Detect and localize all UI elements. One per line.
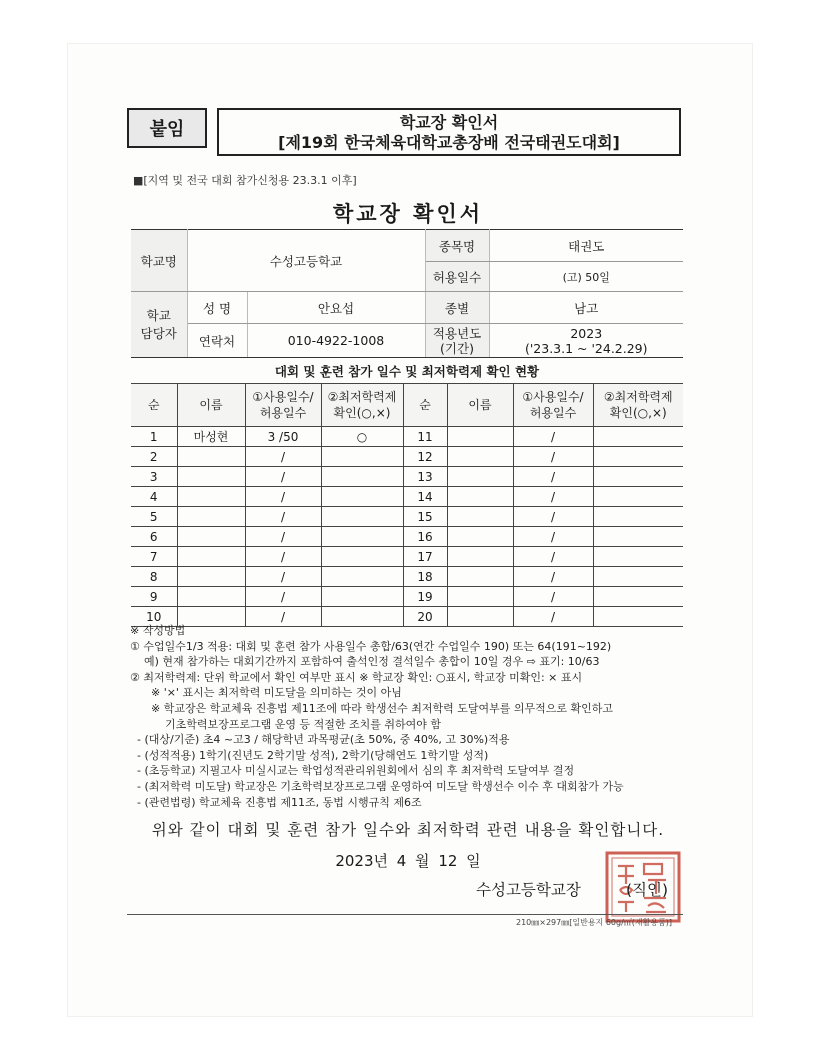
year-value: 2023 bbox=[570, 325, 603, 341]
row-usage: / bbox=[513, 427, 593, 447]
row-name bbox=[177, 587, 245, 607]
instruction-line: - (대상/기준) 초4 ~고3 / 해당학년 과목평균(초 50%, 중 40%, 고 30%)적용 bbox=[130, 733, 510, 747]
row-usage: / bbox=[513, 467, 593, 487]
col-header-name-right: 이름 bbox=[447, 384, 513, 427]
category-label: 종별 bbox=[425, 292, 489, 324]
col-header-min bbox=[321, 384, 403, 427]
table-row bbox=[131, 447, 683, 467]
row-usage: / bbox=[245, 567, 321, 587]
col-header-usage-right bbox=[513, 384, 593, 427]
row-min-check bbox=[321, 487, 403, 507]
row-no: 16 bbox=[403, 527, 447, 547]
row-no: 13 bbox=[403, 467, 447, 487]
col-header-usage-right-line1: ①사용일수/ bbox=[522, 390, 584, 404]
row-name bbox=[177, 527, 245, 547]
row-min-check bbox=[321, 567, 403, 587]
row-no: 17 bbox=[403, 547, 447, 567]
row-usage: / bbox=[245, 447, 321, 467]
allowed-days-label: 허용일수 bbox=[425, 262, 489, 292]
row-name bbox=[447, 507, 513, 527]
paper-spec-note: 210㎜×297㎜[일반용지 60g/㎡(재활용품)] bbox=[516, 918, 673, 927]
row-min-check bbox=[593, 567, 683, 587]
header-title-line1: 학교장 확인서 bbox=[399, 113, 499, 132]
bottom-divider bbox=[127, 914, 683, 915]
col-header-no: 순 bbox=[131, 384, 177, 427]
row-no: 5 bbox=[131, 507, 177, 527]
col-header-min-line1: ②최저학력제 bbox=[327, 390, 397, 404]
row-min-check bbox=[593, 527, 683, 547]
row-min-check bbox=[321, 527, 403, 547]
instruction-line: - (성적적용) 1학기(진년도 2학기말 성적), 2학기(당해연도 1학기말 성적) bbox=[130, 748, 489, 762]
col-header-min-right-line1: ②최저학력제 bbox=[603, 390, 673, 404]
instruction-line: 기초학력보장프로그램 운영 등 적절한 조치를 취하여야 함 bbox=[130, 717, 441, 731]
table-row bbox=[131, 547, 683, 567]
year-label-cell bbox=[425, 324, 489, 358]
table-row bbox=[131, 567, 683, 587]
row-no: 3 bbox=[131, 467, 177, 487]
row-no: 6 bbox=[131, 527, 177, 547]
year-period: ('23.3.1 ~ '24.2.29) bbox=[524, 340, 648, 356]
row-no: 11 bbox=[403, 427, 447, 447]
page-title: 학교장 확인서 bbox=[332, 202, 484, 226]
table-row bbox=[131, 587, 683, 607]
instruction-line: ※ 작성방법 bbox=[130, 624, 186, 637]
row-no: 18 bbox=[403, 567, 447, 587]
header-title-line2: [제19회 한국체육대학교총장배 전국태권도대회] bbox=[278, 133, 620, 152]
col-header-min-right-line2: 확인(○,×) bbox=[609, 406, 667, 420]
row-name bbox=[447, 447, 513, 467]
row-name bbox=[447, 567, 513, 587]
year-label-sub: (기간) bbox=[440, 340, 474, 356]
row-usage: / bbox=[245, 487, 321, 507]
row-usage: / bbox=[513, 607, 593, 627]
principal-name: 수성고등학교장 bbox=[476, 881, 581, 899]
row-name bbox=[177, 507, 245, 527]
row-name bbox=[447, 427, 513, 447]
row-no: 20 bbox=[403, 607, 447, 627]
category-value: 남고 bbox=[489, 292, 683, 324]
teacher-name-value: 안요섭 bbox=[247, 292, 425, 324]
row-usage: / bbox=[513, 447, 593, 467]
row-min-check bbox=[593, 467, 683, 487]
instruction-line: - (관련법령) 학교체육 진흥법 제11조, 동법 시행규칙 제6조 bbox=[130, 795, 422, 809]
row-usage: / bbox=[245, 587, 321, 607]
row-no: 14 bbox=[403, 487, 447, 507]
row-no: 8 bbox=[131, 567, 177, 587]
row-no: 2 bbox=[131, 447, 177, 467]
row-name bbox=[447, 467, 513, 487]
allowed-days-value: (고) 50일 bbox=[489, 262, 683, 292]
school-info-table bbox=[131, 229, 683, 358]
row-no: 15 bbox=[403, 507, 447, 527]
instruction-line: 예) 현재 참가하는 대회기간까지 포함하여 출석인정 결석일수 총합이 10일 경우 ⇨ 표기: 10/63 bbox=[130, 655, 600, 669]
row-name bbox=[177, 447, 245, 467]
row-usage: / bbox=[513, 587, 593, 607]
days-section-title: 대회 및 훈련 참가 일수 및 최저학력제 확인 현황 bbox=[131, 357, 683, 385]
school-name-value: 수성고등학교 bbox=[187, 230, 425, 292]
row-name bbox=[447, 547, 513, 567]
row-min-check bbox=[321, 467, 403, 487]
event-value: 태권도 bbox=[489, 230, 683, 262]
col-header-usage-line1: ①사용일수/ bbox=[252, 390, 314, 404]
table-row bbox=[131, 487, 683, 507]
year-label: 적용년도 bbox=[432, 325, 482, 341]
document-header bbox=[217, 108, 681, 156]
instruction-line: ① 수업일수1/3 적용: 대회 및 훈련 참가 사용일수 총합/63(연간 수업일수 190) 또는 64(191~192) bbox=[130, 639, 612, 653]
school-name-label: 학교명 bbox=[131, 230, 187, 292]
row-no: 9 bbox=[131, 587, 177, 607]
col-header-usage bbox=[245, 384, 321, 427]
writing-instructions bbox=[130, 623, 690, 810]
instruction-line: - (초등학교) 지필고사 미실시교는 학업성적관리위원회에서 심의 후 최저학력 도달여부 결정 bbox=[130, 764, 575, 778]
row-usage: / bbox=[513, 527, 593, 547]
stamp-label: (직인) bbox=[626, 881, 669, 899]
instruction-line: ※ '×' 표시는 최저학력 미도달을 의미하는 것이 아님 bbox=[130, 686, 402, 700]
row-usage: / bbox=[245, 547, 321, 567]
row-usage: / bbox=[513, 507, 593, 527]
row-min-check: ○ bbox=[321, 427, 403, 447]
event-label: 종목명 bbox=[425, 230, 489, 262]
col-header-no-right: 순 bbox=[403, 384, 447, 427]
issue-date: 2023년 4 월 12 일 bbox=[335, 852, 481, 870]
row-usage: / bbox=[245, 527, 321, 547]
row-usage: 3 /50 bbox=[245, 427, 321, 447]
col-header-min-right bbox=[593, 384, 683, 427]
row-min-check bbox=[321, 587, 403, 607]
row-min-check bbox=[593, 447, 683, 467]
row-usage: / bbox=[245, 607, 321, 627]
form-usage-note: ■[지역 및 전국 대회 참가신청용 23.3.1 이후] bbox=[133, 174, 357, 187]
row-min-check bbox=[593, 427, 683, 447]
row-usage: / bbox=[245, 467, 321, 487]
row-name bbox=[447, 487, 513, 507]
year-value-cell bbox=[489, 324, 683, 358]
row-name bbox=[177, 567, 245, 587]
col-header-min-line2: 확인(○,×) bbox=[333, 406, 391, 420]
row-name bbox=[177, 547, 245, 567]
row-min-check bbox=[593, 547, 683, 567]
table-row bbox=[131, 527, 683, 547]
instruction-line: - (최저학력 미도달) 학교장은 기초학력보장프로그램 운영하여 미도달 학생선수 이수 후 대회참가 가능 bbox=[130, 779, 624, 793]
col-header-usage-line2: 허용일수 bbox=[259, 406, 307, 420]
row-name: 마성현 bbox=[177, 427, 245, 447]
table-row bbox=[131, 507, 683, 527]
instruction-line: ② 최저학력제: 단위 학교에서 확인 여부만 표시 ※ 학교장 확인: ○표시, 학교장 미확인: × 표시 bbox=[130, 670, 583, 684]
row-no: 19 bbox=[403, 587, 447, 607]
row-name bbox=[447, 587, 513, 607]
row-usage: / bbox=[245, 507, 321, 527]
row-min-check bbox=[593, 587, 683, 607]
col-header-usage-right-line2: 허용일수 bbox=[529, 406, 577, 420]
row-min-check bbox=[321, 507, 403, 527]
table-row bbox=[131, 427, 683, 447]
row-min-check bbox=[593, 507, 683, 527]
participation-days-table bbox=[131, 383, 683, 627]
row-name bbox=[177, 467, 245, 487]
row-usage: / bbox=[513, 567, 593, 587]
row-no: 1 bbox=[131, 427, 177, 447]
row-name bbox=[177, 487, 245, 507]
row-usage: / bbox=[513, 487, 593, 507]
row-name bbox=[447, 527, 513, 547]
attachment-label: 붙임 bbox=[127, 108, 207, 148]
row-min-check bbox=[321, 547, 403, 567]
row-min-check bbox=[593, 487, 683, 507]
instruction-line: ※ 학교장은 학교체육 진흥법 제11조에 따라 학생선수 최저학력 도달여부를 의무적으로 확인하고 bbox=[130, 701, 613, 715]
row-min-check bbox=[321, 447, 403, 467]
col-header-name: 이름 bbox=[177, 384, 245, 427]
confirmation-statement: 위와 같이 대회 및 훈련 참가 일수와 최저학력 관련 내용을 확인합니다. bbox=[151, 821, 665, 839]
row-no: 10 bbox=[131, 607, 177, 627]
row-no: 12 bbox=[403, 447, 447, 467]
table-row bbox=[131, 467, 683, 487]
row-usage: / bbox=[513, 547, 593, 567]
row-no: 7 bbox=[131, 547, 177, 567]
contact-label: 연락처 bbox=[187, 324, 247, 358]
contact-value: 010-4922-1008 bbox=[247, 324, 425, 358]
teacher-label: 학교 담당자 bbox=[131, 292, 187, 358]
name-label: 성 명 bbox=[187, 292, 247, 324]
row-no: 4 bbox=[131, 487, 177, 507]
